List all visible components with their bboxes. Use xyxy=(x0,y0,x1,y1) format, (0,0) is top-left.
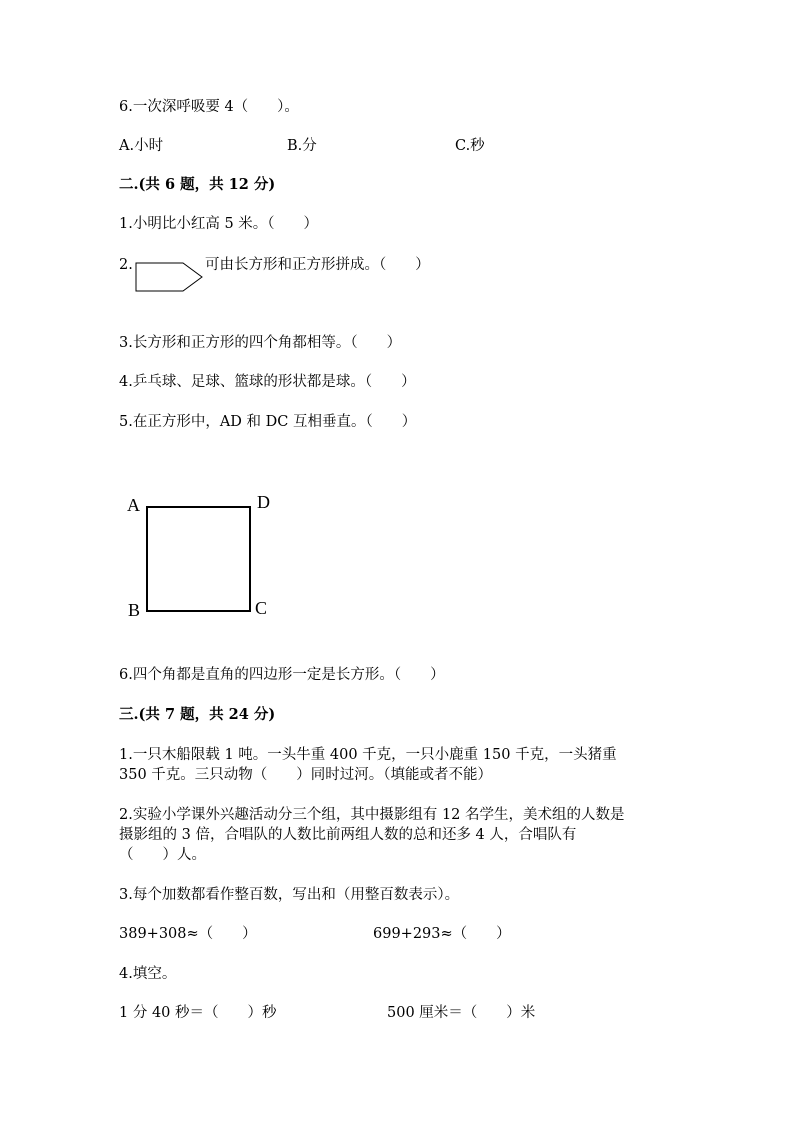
vertex-b-label: B xyxy=(128,600,141,620)
pentagon-shape-figure xyxy=(135,262,205,293)
s3-question-2-line-3: （ ）人。 xyxy=(119,847,206,863)
option-c: C.秒 xyxy=(455,138,485,154)
s2-question-1: 1.小明比小红高 5 米。（ ） xyxy=(119,216,319,232)
vertex-c-label: C xyxy=(255,598,268,618)
section-2-heading: 二.(共 6 题，共 12 分) xyxy=(119,176,276,193)
s2-question-2-text: 可由长方形和正方形拼成。（ ） xyxy=(205,257,430,273)
s2-question-6: 6.四个角都是直角的四边形一定是长方形。（ ） xyxy=(119,667,445,683)
s3-question-3-part-a: 389+308≈（ ） xyxy=(119,926,257,942)
s3-question-4-part-b: 500 厘米＝（ ）米 xyxy=(387,1005,536,1021)
option-b: B.分 xyxy=(287,138,317,154)
s3-question-3-part-b: 699+293≈（ ） xyxy=(373,926,511,942)
vertex-d-label: D xyxy=(257,492,270,512)
s3-question-4-part-a: 1 分 40 秒＝（ ）秒 xyxy=(119,1005,277,1021)
s3-question-2-line-2: 摄影组的 3 倍，合唱队的人数比前两组人数的总和还多 4 人，合唱队有 xyxy=(119,827,577,843)
square-abcd-figure xyxy=(140,500,260,620)
s3-question-3-stem: 3.每个加数都看作整百数，写出和（用整百数表示）。 xyxy=(119,887,460,903)
s3-question-4-stem: 4.填空。 xyxy=(119,966,177,982)
question-6-stem: 6.一次深呼吸要 4（ ）。 xyxy=(119,99,299,115)
s3-question-1-line-2: 350 千克。三只动物（ ）同时过河。（填能或者不能） xyxy=(119,767,493,783)
s3-question-2-line-1: 2.实验小学课外兴趣活动分三个组，其中摄影组有 12 名学生，美术组的人数是 xyxy=(119,807,625,823)
s3-question-1-line-1: 1.一只木船限载 1 吨。一头牛重 400 千克，一只小鹿重 150 千克，一头猪重 xyxy=(119,747,617,763)
s2-question-3: 3.长方形和正方形的四个角都相等。（ ） xyxy=(119,335,402,351)
s2-question-4: 4.乒乓球、足球、篮球的形状都是球。（ ） xyxy=(119,374,416,390)
option-a: A.小时 xyxy=(119,138,164,154)
s2-question-5: 5.在正方形中，AD 和 DC 互相垂直。（ ） xyxy=(119,414,417,430)
s2-question-2-number: 2. xyxy=(119,257,133,273)
vertex-a-label: A xyxy=(127,495,140,515)
section-3-heading: 三.(共 7 题，共 24 分) xyxy=(119,706,276,723)
